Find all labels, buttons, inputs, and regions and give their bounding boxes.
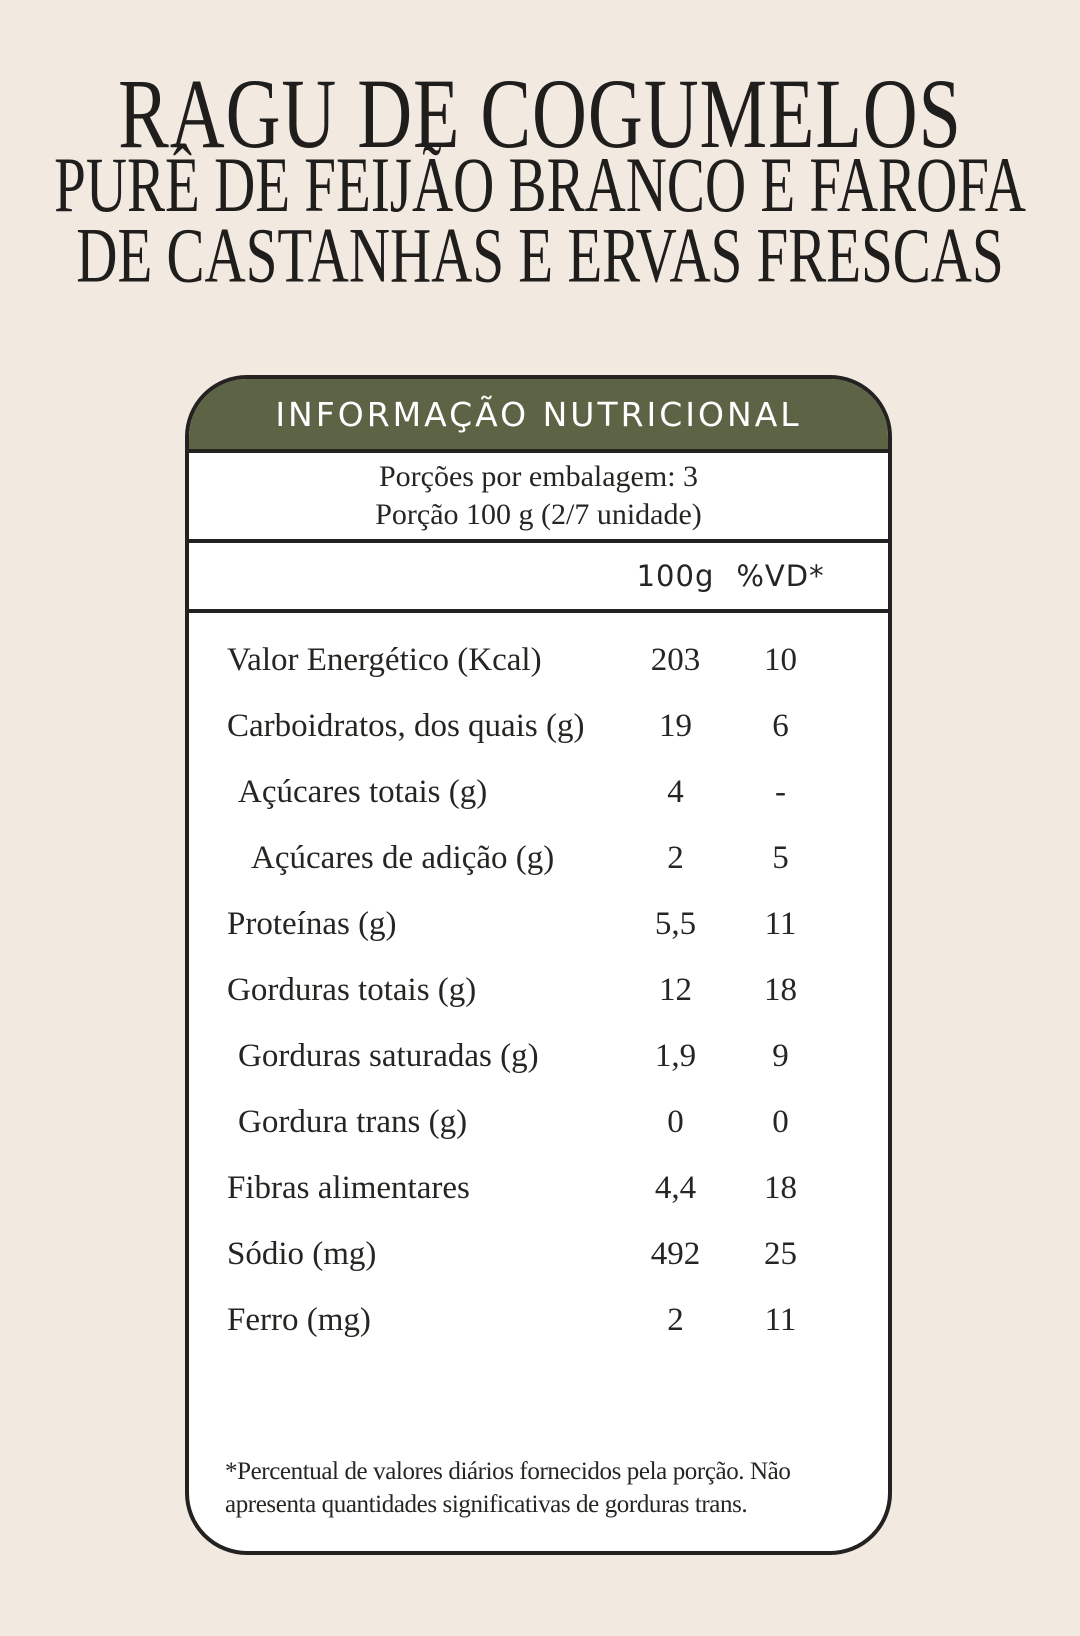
nutrient-row-saturated-fat	[189, 1023, 888, 1089]
nutrient-amount: 203	[650, 641, 701, 678]
nutrient-daily-value: 25	[764, 1235, 797, 1272]
dish-subtitle-line-2: DE CASTANHAS E ERVAS FRESCAS	[76, 212, 1004, 299]
nutrient-row-total-fat	[189, 957, 888, 1023]
nutrient-daily-value: 10	[764, 641, 797, 678]
nutrient-row-trans-fat	[189, 1089, 888, 1155]
nutrient-name: Valor Energético (Kcal)	[227, 641, 542, 678]
nutrient-amount: 4	[667, 773, 684, 810]
nutrient-amount: 1,9	[654, 1037, 697, 1074]
dish-subtitle-line-1: PURÊ DE FEIJÃO BRANCO E FAROFA	[54, 142, 1026, 228]
dish-title: RAGU DE COGUMELOS	[118, 59, 962, 170]
nutrient-row-added-sugars	[189, 825, 888, 891]
nutrient-daily-value: 9	[772, 1037, 789, 1074]
nutrient-row-protein	[189, 891, 888, 957]
columns-header	[189, 543, 888, 613]
nutrient-name: Gorduras totais (g)	[227, 971, 477, 1008]
nutrient-row-carbs	[189, 693, 888, 759]
nutrient-name: Açúcares de adição (g)	[251, 839, 555, 876]
nutrient-name: Carboidratos, dos quais (g)	[227, 707, 585, 744]
nutrient-amount: 12	[659, 971, 692, 1008]
nutrient-name: Fibras alimentares	[227, 1169, 470, 1206]
nutrient-daily-value: 6	[772, 707, 789, 744]
nutrient-daily-value: 18	[764, 1169, 797, 1206]
nutrition-title-bar	[189, 379, 888, 453]
nutrient-amount: 19	[659, 707, 692, 744]
nutrient-rows	[189, 613, 888, 1455]
daily-value-footnote: *Percentual de valores diários fornecidos pela porção. Não apresenta quantidades significativas de gorduras trans.	[225, 1458, 791, 1518]
nutrient-amount: 492	[650, 1235, 701, 1272]
nutrient-amount: 2	[667, 839, 684, 876]
nutrient-daily-value: 18	[764, 971, 797, 1008]
serving-size: Porção 100 g (2/7 unidade)	[375, 498, 702, 531]
nutrient-daily-value: 5	[772, 839, 789, 876]
nutrient-amount: 4,4	[654, 1169, 697, 1206]
nutrient-daily-value: -	[775, 773, 786, 810]
nutrient-name: Gordura trans (g)	[238, 1103, 468, 1140]
servings-per-package: Porções por embalagem: 3	[378, 460, 699, 493]
nutrient-name: Ferro (mg)	[227, 1301, 371, 1338]
nutrient-amount: 5,5	[654, 905, 697, 942]
nutrient-row-energy	[189, 627, 888, 693]
nutrient-daily-value: 11	[764, 1301, 797, 1338]
nutrient-row-fiber	[189, 1155, 888, 1221]
nutrient-name: Açúcares totais (g)	[238, 773, 488, 810]
nutrient-daily-value: 11	[764, 905, 797, 942]
nutrient-amount: 0	[667, 1103, 684, 1140]
column-amount-header: 100g	[636, 559, 715, 593]
nutrient-name: Sódio (mg)	[227, 1235, 377, 1272]
dish-subtitle	[27, 142, 1053, 299]
nutrient-daily-value: 0	[772, 1103, 789, 1140]
nutrition-title: INFORMAÇÃO NUTRICIONAL	[275, 394, 802, 434]
serving-section	[189, 453, 888, 543]
nutrient-name: Proteínas (g)	[227, 905, 397, 942]
nutrient-name: Gorduras saturadas (g)	[238, 1037, 539, 1074]
nutrition-facts-card	[185, 375, 892, 1555]
column-daily-value-header: %VD*	[736, 559, 825, 593]
nutrient-row-total-sugars	[189, 759, 888, 825]
nutrient-row-iron	[189, 1287, 888, 1353]
nutrient-amount: 2	[667, 1301, 684, 1338]
nutrient-row-sodium	[189, 1221, 888, 1287]
